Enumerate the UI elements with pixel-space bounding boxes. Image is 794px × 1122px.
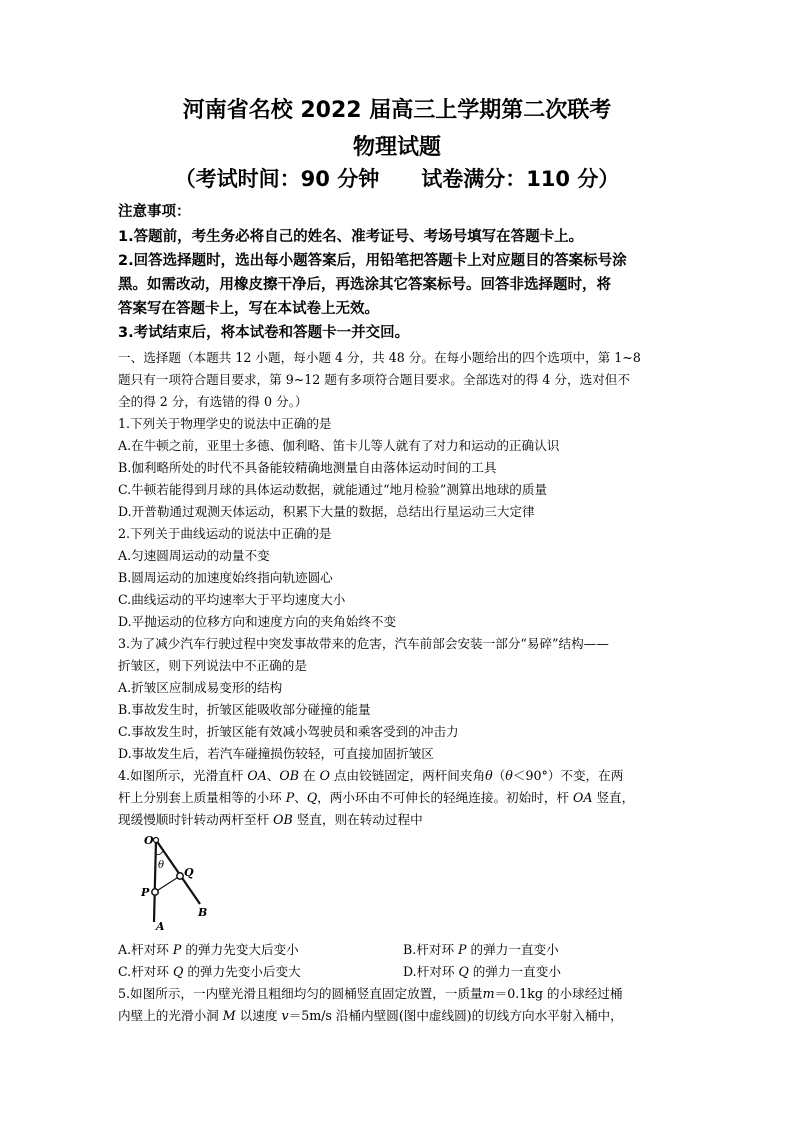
q2-option-c: C.曲线运动的平均速率大于平均速度大小 (118, 592, 346, 607)
q4-option-d: D.杆对环 Q 的弹力一直变小 (403, 964, 561, 979)
q5-stem-line2: 内壁上的光滑小洞 M 以速度 v＝5m/s 沿桶内壁圆(图中虚线圆)的切线方向水平射入桶中， (118, 1008, 623, 1023)
label-a: A (156, 920, 165, 932)
q4-stem-line1: 4.如图所示，光滑直杆 OA、OB 在 O 点由铰链固定，两杆间夹角θ（θ＜90°）不变，在两 (118, 768, 624, 783)
note-3: 3.考试结束后，将本试卷和答题卡一并交回。 (118, 325, 410, 341)
q3-stem-line2: 折皱区，则下列说法中不正确的是 (118, 658, 307, 673)
section-intro-line2: 题只有一项符合题目要求，第 9~12 题有多项符合题目要求。全部选对的得 4 分，选对但不 (118, 372, 630, 387)
q4-option-a: A.杆对环 P 的弹力先变大后变小 (118, 942, 299, 957)
exam-subject: 物理试题 (352, 135, 441, 160)
ring-p (152, 889, 158, 895)
section-intro-line3: 全的得 2 分，有选错的得 0 分。） (118, 394, 308, 409)
label-b: B (198, 906, 208, 919)
label-p: P (141, 886, 150, 899)
angle-arc (156, 851, 163, 855)
q2-stem: 2.下列关于曲线运动的说法中正确的是 (118, 526, 332, 541)
q4-option-b: B.杆对环 P 的弹力一直变小 (403, 942, 559, 957)
q2-option-d: D.平抛运动的位移方向和速度方向的夹角始终不变 (118, 614, 397, 629)
q1-stem: 1.下列关于物理学史的说法中正确的是 (118, 416, 332, 431)
label-q: Q (184, 866, 194, 879)
q4-option-c: C.杆对环 Q 的弹力先变小后变大 (118, 964, 301, 979)
q3-option-a: A.折皱区应制成易变形的结构 (118, 680, 283, 695)
q4-stem-line2: 杆上分别套上质量相等的小环 P、Q，两小环由不可伸长的轻绳连接。初始时，杆 OA 竖直， (118, 790, 635, 805)
label-o: O (144, 834, 154, 847)
q1-option-b: B.伽利略所处的时代不具备能较精确地测量自由落体运动时间的工具 (118, 460, 497, 475)
q3-stem-line1: 3.为了减少汽车行驶过程中突发事故带来的危害，汽车前部会安装一部分“易碎”结构—— (118, 636, 609, 651)
q2-option-a: A.匀速圆周运动的动量不变 (118, 548, 270, 563)
exam-title: 河南省名校 2022 届高三上学期第二次联考 (182, 98, 612, 123)
q1-option-c: C.牛顿若能得到月球的具体运动数据，就能通过“地月检验”测算出地球的质量 (118, 482, 548, 497)
note-2-line3: 答案写在答题卡上，写在本试卷上无效。 (118, 301, 379, 317)
q4-stem-line3: 现缓慢顺时针转动两杆至杆 OB 竖直，则在转动过程中 (118, 812, 423, 827)
q5-stem-line1: 5.如图所示，一内壁光滑且粗细均匀的圆桶竖直固定放置，一质量m＝0.1kg 的小球经过桶 (118, 986, 623, 1001)
q3-option-b: B.事故发生时，折皱区能吸收部分碰撞的能量 (118, 702, 371, 717)
note-1: 1.答题前，考生务必将自己的姓名、准考证号、考场号填写在答题卡上。 (118, 229, 584, 245)
q2-option-b: B.圆周运动的加速度始终指向轨迹圆心 (118, 570, 333, 585)
q3-option-d: D.事故发生后，若汽车碰撞损伤较轻，可直接加固折皱区 (118, 746, 434, 761)
q1-option-d: D.开普勒通过观测天体运动，积累下大量的数据，总结出行星运动三大定律 (118, 504, 535, 519)
note-2-line1: 2.回答选择题时，选出每小题答案后，用铅笔把答题卡上对应题目的答案标号涂 (118, 253, 627, 269)
q4-rod-figure (118, 832, 228, 932)
exam-info: （考试时间：90 分钟 试卷满分：110 分） (174, 167, 620, 191)
rope (155, 876, 180, 892)
q1-option-a: A.在牛顿之前，亚里士多德、伽利略、笛卡儿等人就有了对力和运动的正确认识 (118, 438, 560, 453)
ring-q (177, 873, 183, 879)
q3-option-c: C.事故发生时，折皱区能有效减小驾驶员和乘客受到的冲击力 (118, 724, 459, 739)
hinge-o (154, 838, 159, 843)
notes-heading: 注意事项： (118, 204, 191, 220)
note-2-line2: 黑。如需改动，用橡皮擦干净后，再选涂其它答案标号。回答非选择题时，将 (118, 277, 611, 293)
rod-oa (154, 840, 156, 922)
section-intro-line1: 一、选择题（本题共 12 小题，每小题 4 分，共 48 分。在每小题给出的四个选项中，第 1~8 (118, 350, 641, 365)
label-theta: θ (158, 860, 165, 871)
